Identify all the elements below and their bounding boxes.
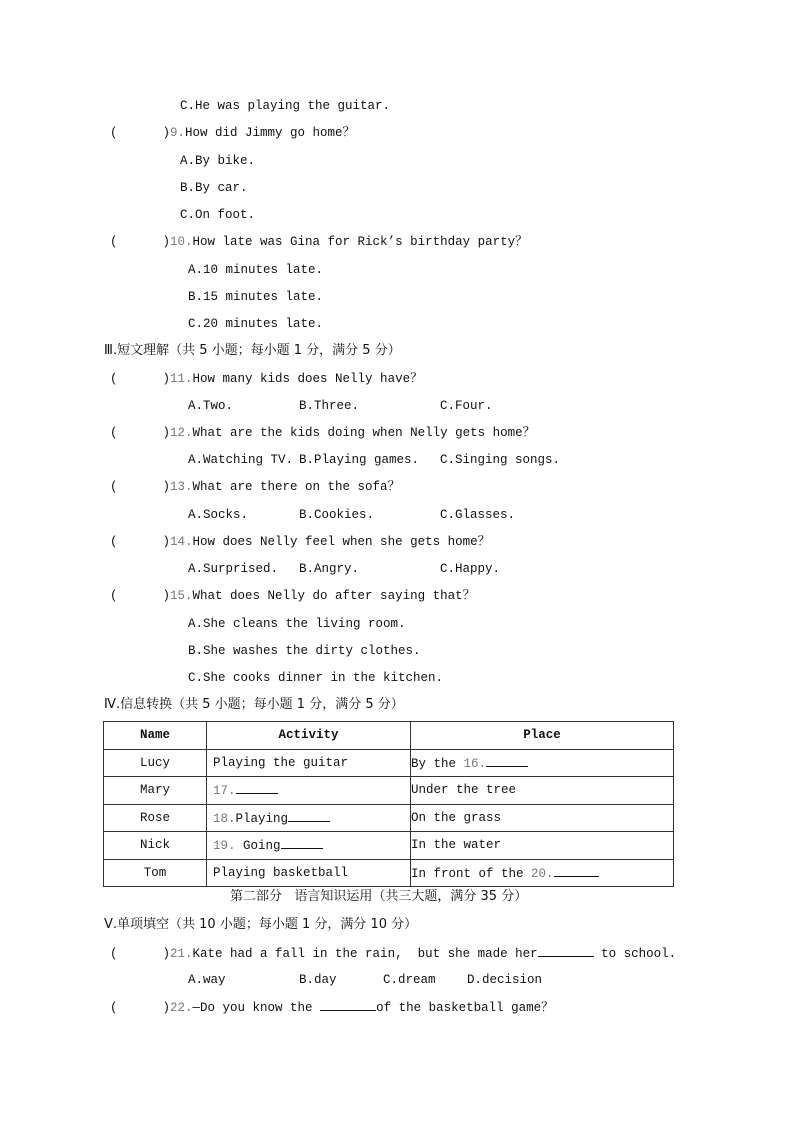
answer-paren[interactable]: ( ) — [110, 589, 171, 603]
q13-question: ( )13.What are there on the sofa？ — [110, 480, 401, 494]
cell-activity: Playing the guitar — [207, 749, 411, 777]
table-row — [104, 832, 674, 860]
answer-paren[interactable]: ( ) — [110, 947, 171, 961]
q21-option-d: D.decision — [467, 973, 543, 987]
answer-blank[interactable] — [320, 999, 376, 1011]
cell-name: Mary — [104, 777, 207, 805]
cell-activity: 18.Playing — [207, 804, 411, 832]
cell-name: Rose — [104, 804, 207, 832]
q13-option-c: C.Glasses. — [440, 508, 516, 522]
q11-question: ( )11.How many kids does Nelly have？ — [110, 372, 423, 386]
answer-blank[interactable] — [554, 865, 599, 877]
q21-option-c: C.dream — [383, 973, 436, 987]
q21-option-a: A.way — [188, 973, 226, 987]
answer-paren[interactable]: ( ) — [110, 535, 171, 549]
cell-activity: 19. Going — [207, 832, 411, 860]
q12-option-a: A.Watching TV. — [188, 453, 294, 467]
header-place: Place — [411, 722, 674, 750]
q15-question: ( )15.What does Nelly do after saying that？ — [110, 589, 476, 603]
cell-place: In the water — [411, 832, 674, 860]
q9-question: ( )9.How did Jimmy go home？ — [110, 126, 356, 140]
answer-blank[interactable] — [236, 782, 278, 794]
q11-option-a: A.Two. — [188, 399, 234, 413]
q22-question: ( )22.—Do you know the of the basketball game？ — [110, 1001, 554, 1015]
q12-option-c: C.Singing songs. — [440, 453, 561, 467]
answer-paren[interactable]: ( ) — [110, 126, 171, 140]
answer-paren[interactable]: ( ) — [110, 372, 171, 386]
q15-option-c: C.She cooks dinner in the kitchen. — [188, 671, 444, 685]
section-5-title: Ⅴ.单项填空（共 10 小题；每小题 1 分，满分 10 分） — [104, 917, 418, 932]
q9-option-b: B.By car. — [180, 181, 248, 195]
q14-option-b: B.Angry. — [299, 562, 360, 576]
answer-blank[interactable] — [486, 755, 528, 767]
answer-paren[interactable]: ( ) — [110, 480, 171, 494]
section-3-title: Ⅲ.短文理解（共 5 小题；每小题 1 分，满分 5 分） — [104, 343, 401, 358]
q14-option-a: A.Surprised. — [188, 562, 279, 576]
q11-option-b: B.Three. — [299, 399, 360, 413]
q12-question: ( )12.What are the kids doing when Nelly gets home？ — [110, 426, 536, 440]
answer-paren[interactable]: ( ) — [110, 235, 171, 249]
answer-blank[interactable] — [281, 837, 323, 849]
cell-place: By the 16. — [411, 749, 674, 777]
table-row — [104, 859, 674, 887]
q10-option-c: C.20 minutes late. — [188, 317, 324, 331]
q13-option-a: A.Socks. — [188, 508, 249, 522]
q10-option-a: A.10 minutes late. — [188, 263, 324, 277]
q10-question: ( )10.How late was Gina for Rick’s birthday party？ — [110, 235, 528, 249]
q9-option-a: A.By bike. — [180, 154, 256, 168]
q12-option-b: B.Playing games. — [299, 453, 420, 467]
q15-option-a: A.She cleans the living room. — [188, 617, 406, 631]
cell-place: In front of the 20. — [411, 859, 674, 887]
cell-name: Tom — [104, 859, 207, 887]
q14-question: ( )14.How does Nelly feel when she gets home？ — [110, 535, 491, 549]
q11-option-c: C.Four. — [440, 399, 493, 413]
q9-option-c: C.On foot. — [180, 208, 256, 222]
q21-question: ( )21.Kate had a fall in the rain, but she made her to school. — [110, 947, 677, 961]
q21-option-b: B.day — [299, 973, 337, 987]
cell-activity: 17. — [207, 777, 411, 805]
cell-activity: Playing basketball — [207, 859, 411, 887]
header-name: Name — [104, 722, 207, 750]
cell-place: On the grass — [411, 804, 674, 832]
cell-place: Under the tree — [411, 777, 674, 805]
table-row — [104, 749, 674, 777]
q14-option-c: C.Happy. — [440, 562, 501, 576]
answer-blank[interactable] — [288, 810, 330, 822]
q10-option-b: B.15 minutes late. — [188, 290, 324, 304]
cell-name: Lucy — [104, 749, 207, 777]
q8-option-c: C.He was playing the guitar. — [180, 99, 391, 113]
answer-paren[interactable]: ( ) — [110, 426, 171, 440]
table-row — [104, 804, 674, 832]
header-activity: Activity — [207, 722, 411, 750]
part-2-title: 第二部分 语言知识运用（共三大题，满分 35 分） — [230, 889, 528, 904]
table-header-row — [104, 722, 674, 750]
section-4-title: Ⅳ.信息转换（共 5 小题；每小题 1 分，满分 5 分） — [104, 697, 404, 712]
cell-name: Nick — [104, 832, 207, 860]
answer-blank[interactable] — [538, 945, 594, 957]
q15-option-b: B.She washes the dirty clothes. — [188, 644, 421, 658]
q13-option-b: B.Cookies. — [299, 508, 375, 522]
info-table — [103, 721, 674, 887]
answer-paren[interactable]: ( ) — [110, 1001, 171, 1015]
table-row — [104, 777, 674, 805]
